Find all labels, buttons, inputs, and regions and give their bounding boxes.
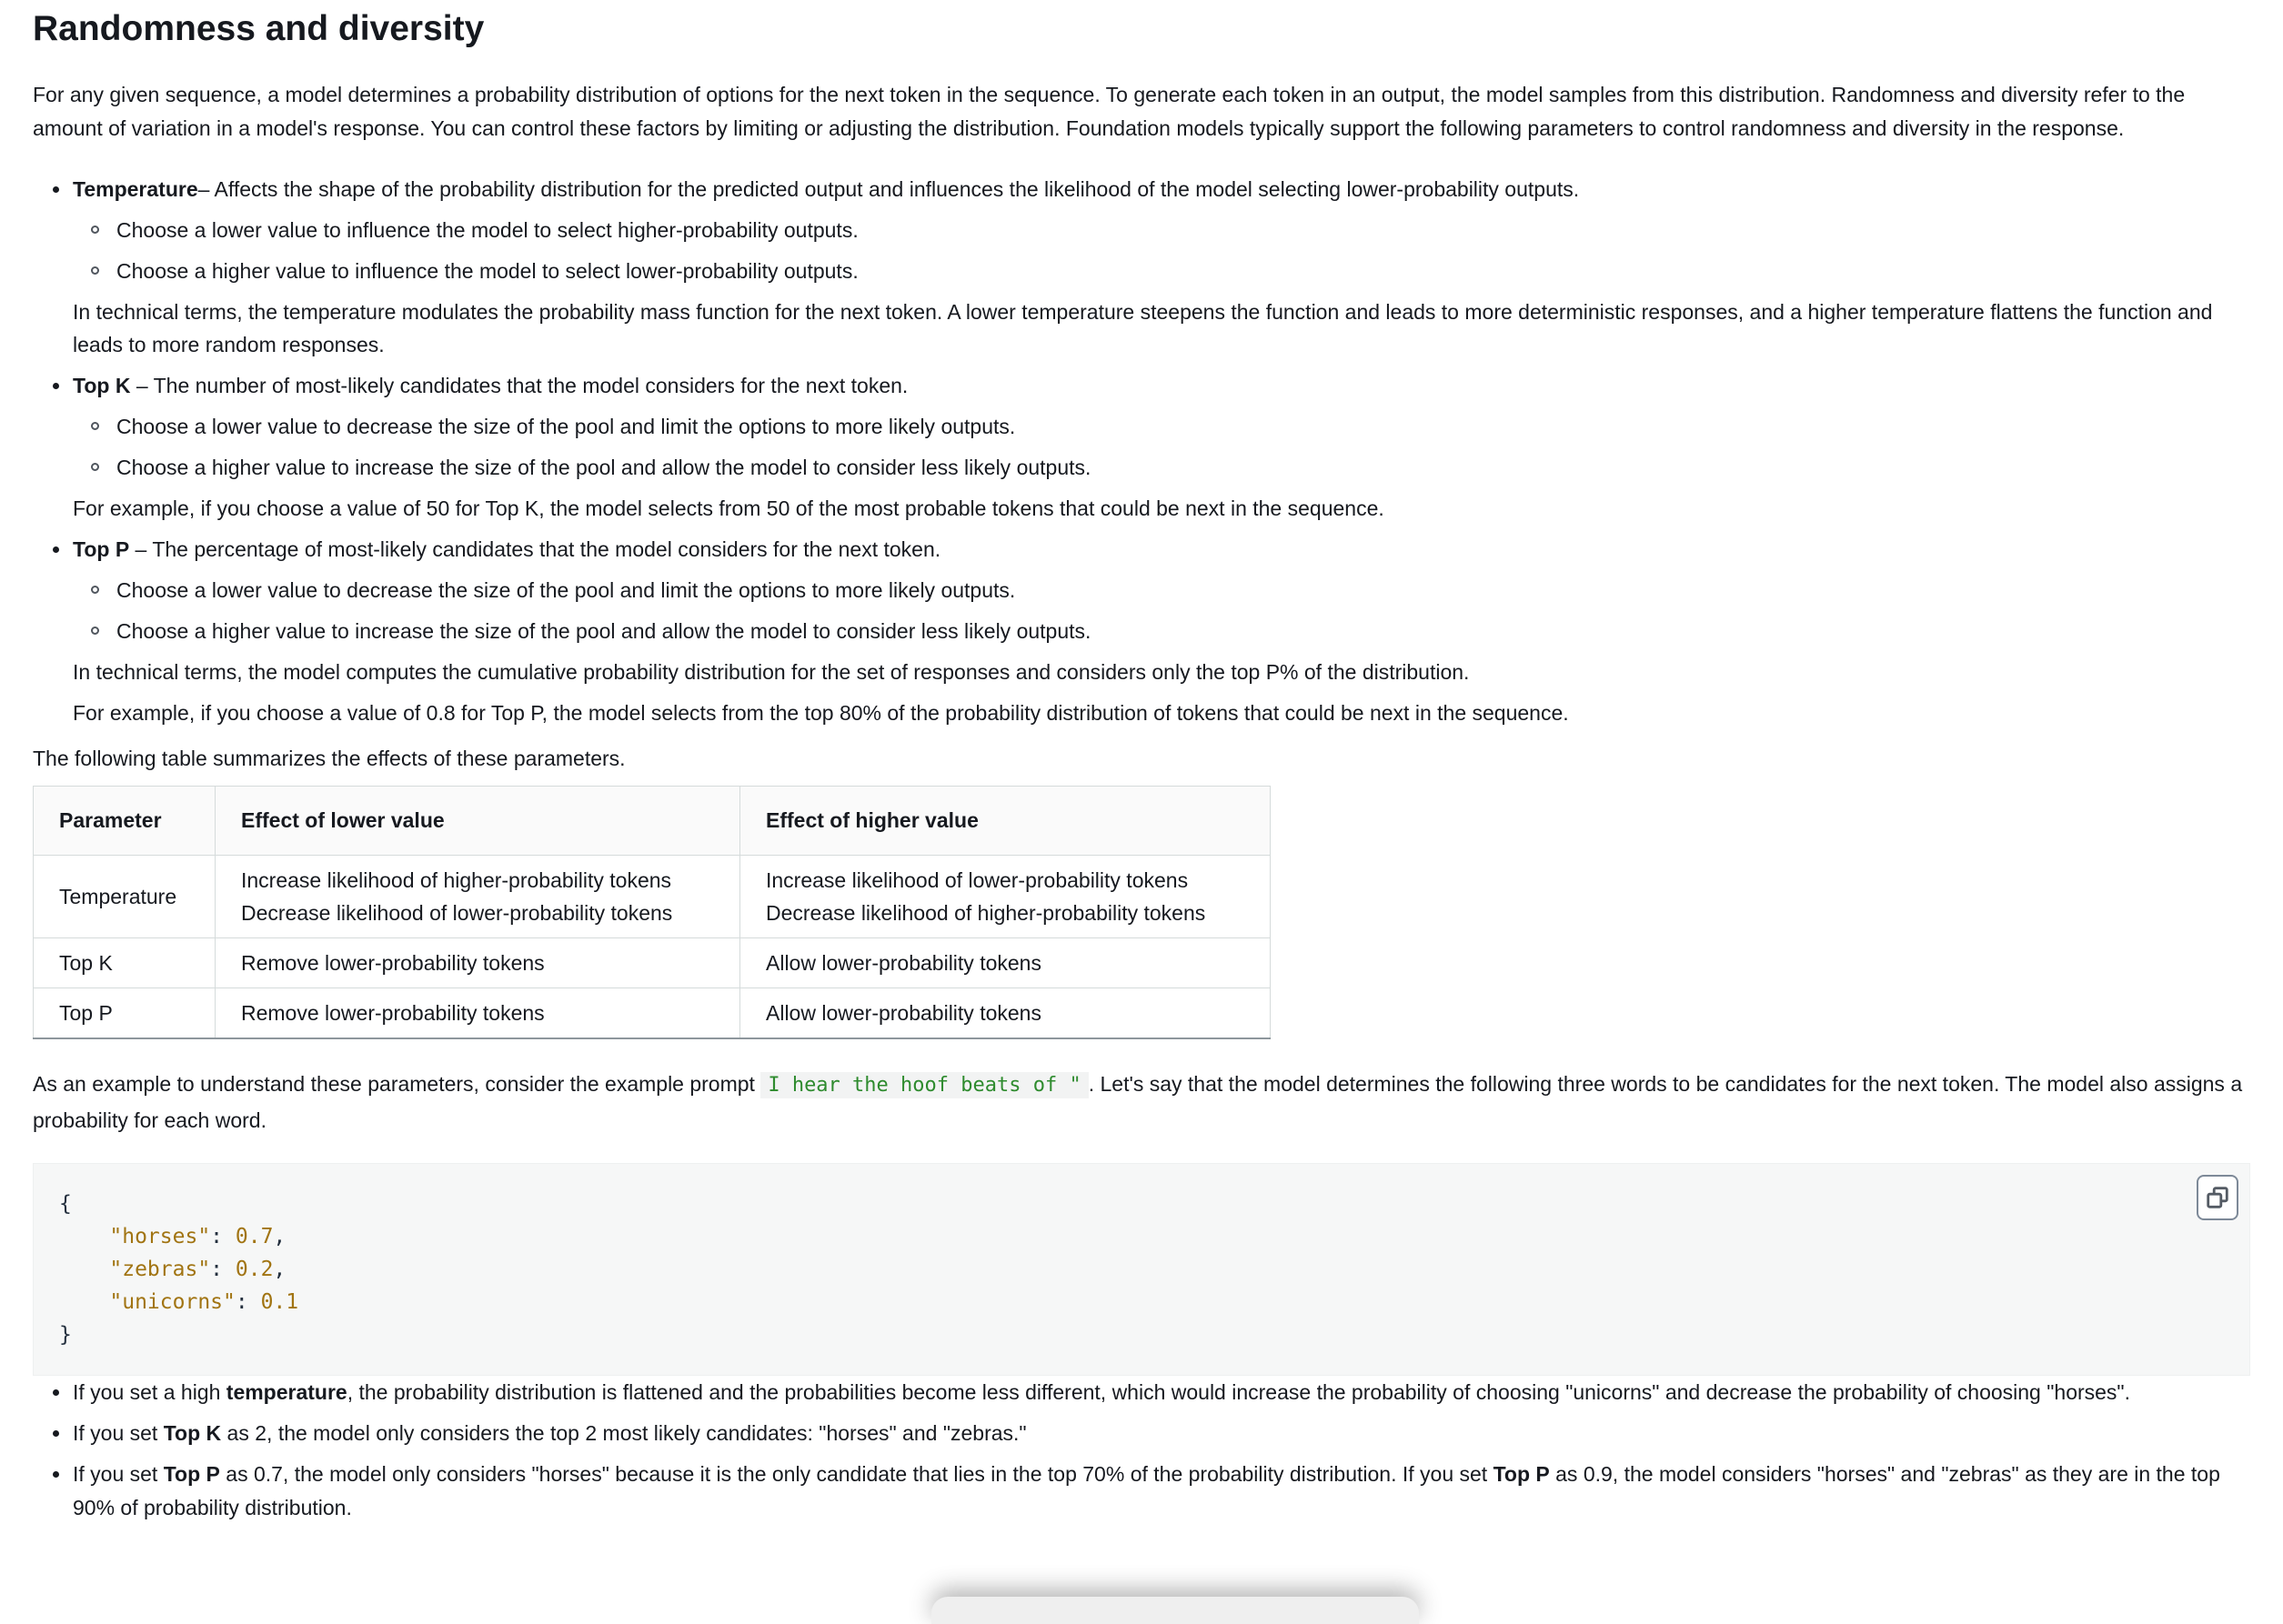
sub-bullet: Choose a higher value to increase the size of the pool and allow the model to consider less likely outputs. bbox=[33, 451, 2250, 484]
parameter-list bbox=[33, 173, 2250, 729]
note-paragraph: In technical terms, the model computes the cumulative probability distribution for the set of responses and considers only the top P% of the distribution. bbox=[73, 660, 1470, 684]
sub-bullet: Choose a lower value to influence the model to select higher-probability outputs. bbox=[33, 214, 2250, 246]
table-row bbox=[34, 856, 1271, 938]
example-effects-list bbox=[33, 1376, 2250, 1525]
column-header-parameter: Parameter bbox=[34, 787, 216, 856]
cell-higher: Allow lower-probability tokens bbox=[740, 988, 1271, 1039]
code-line: { bbox=[59, 1192, 72, 1216]
bullet-high-temperature: If you set a high temperature, the probability distribution is flattened and the probabilities become less different, which would increase the probability of choosing "unicorns" and decrease the probability of choosing "horses". bbox=[33, 1376, 2250, 1409]
intro-paragraph: For any given sequence, a model determines a probability distribution of options for the next token in the sequence. To generate each token in an output, the model samples from this distribution. Randomness and diversity refer to the amount of variation in a model's response. You can control these factors by limiting or adjusting the distribution. Foundation models typically support the following parameters to control randomness and diversity in the response. bbox=[33, 83, 2186, 140]
page-title: Randomness and diversity bbox=[33, 9, 485, 48]
list-item-temperature bbox=[33, 173, 2250, 361]
code-line: "unicorns": 0.1 bbox=[109, 1290, 299, 1314]
copy-button[interactable] bbox=[2197, 1175, 2238, 1220]
note-paragraph: For example, if you choose a value of 50 for Top K, the model selects from 50 of the most probable tokens that could be next in the sequence. bbox=[73, 496, 1384, 520]
code-block bbox=[33, 1163, 2250, 1376]
cell-lower: Remove lower-probability tokens bbox=[216, 938, 740, 988]
column-header-lower: Effect of lower value bbox=[216, 787, 740, 856]
bullet-top-k: Top K – The number of most-likely candidates that the model considers for the next token. bbox=[33, 369, 2250, 402]
cell-lower: Remove lower-probability tokens bbox=[216, 988, 740, 1039]
bullet-top-p-example: If you set Top P as 0.7, the model only considers "horses" because it is the only candidate that lies in the top 70% of the probability distribution. If you set Top P as 0.9, the model considers "horses" and "zebras" as they are in the top 90% of probability distribution. bbox=[33, 1458, 2250, 1525]
table-row bbox=[34, 938, 1271, 988]
bullet-top-k-example: If you set Top K as 2, the model only considers the top 2 most likely candidates: "horses" and "zebras." bbox=[33, 1417, 2250, 1450]
cell-parameter: Top K bbox=[34, 938, 216, 988]
table-intro: The following table summarizes the effects of these parameters. bbox=[33, 747, 626, 770]
column-header-higher: Effect of higher value bbox=[740, 787, 1271, 856]
table-row bbox=[34, 988, 1271, 1039]
bottom-sheet-shadow bbox=[931, 1597, 1419, 1624]
code-line: } bbox=[59, 1323, 72, 1347]
code-line: "horses": 0.7, bbox=[109, 1225, 287, 1248]
note-paragraph: In technical terms, the temperature modulates the probability mass function for the next token. A lower temperature steepens the function and leads to more deterministic responses, and a higher temperature flattens the function and leads to more random responses. bbox=[73, 300, 2213, 356]
cell-higher: Allow lower-probability tokens bbox=[740, 938, 1271, 988]
cell-higher: Increase likelihood of lower-probability tokens Decrease likelihood of higher-probability tokens bbox=[740, 856, 1271, 938]
cell-parameter: Temperature bbox=[34, 856, 216, 938]
list-item-top-k bbox=[33, 369, 2250, 525]
sub-bullet: Choose a higher value to influence the model to select lower-probability outputs. bbox=[33, 255, 2250, 287]
list-item-top-p bbox=[33, 533, 2250, 729]
sub-bullet: Choose a lower value to decrease the size of the pool and limit the options to more likely outputs. bbox=[33, 574, 2250, 606]
cell-lower: Increase likelihood of higher-probability tokens Decrease likelihood of lower-probability tokens bbox=[216, 856, 740, 938]
note-paragraph: For example, if you choose a value of 0.8 for Top P, the model selects from the top 80% of the probability distribution of tokens that could be next in the sequence. bbox=[73, 701, 1569, 725]
effects-table bbox=[33, 786, 1271, 1039]
sub-bullet: Choose a higher value to increase the size of the pool and allow the model to consider less likely outputs. bbox=[33, 615, 2250, 647]
bullet-top-p: Top P – The percentage of most-likely candidates that the model considers for the next token. bbox=[33, 533, 2250, 566]
example-paragraph: As an example to understand these parameters, consider the example prompt I hear the hoof beats of " . Let's say that the model determines the following three words to be candidates for the next token. The model also assigns a probability for each word. bbox=[33, 1072, 2243, 1132]
sub-bullet: Choose a lower value to decrease the size of the pool and limit the options to more likely outputs. bbox=[33, 410, 2250, 443]
cell-parameter: Top P bbox=[34, 988, 216, 1039]
copy-icon bbox=[2206, 1186, 2229, 1209]
table-header-row bbox=[34, 787, 1271, 856]
code-line: "zebras": 0.2, bbox=[109, 1258, 287, 1281]
bullet-temperature: Temperature– Affects the shape of the probability distribution for the predicted output and influences the likelihood of the model selecting lower-probability outputs. bbox=[33, 173, 2250, 206]
